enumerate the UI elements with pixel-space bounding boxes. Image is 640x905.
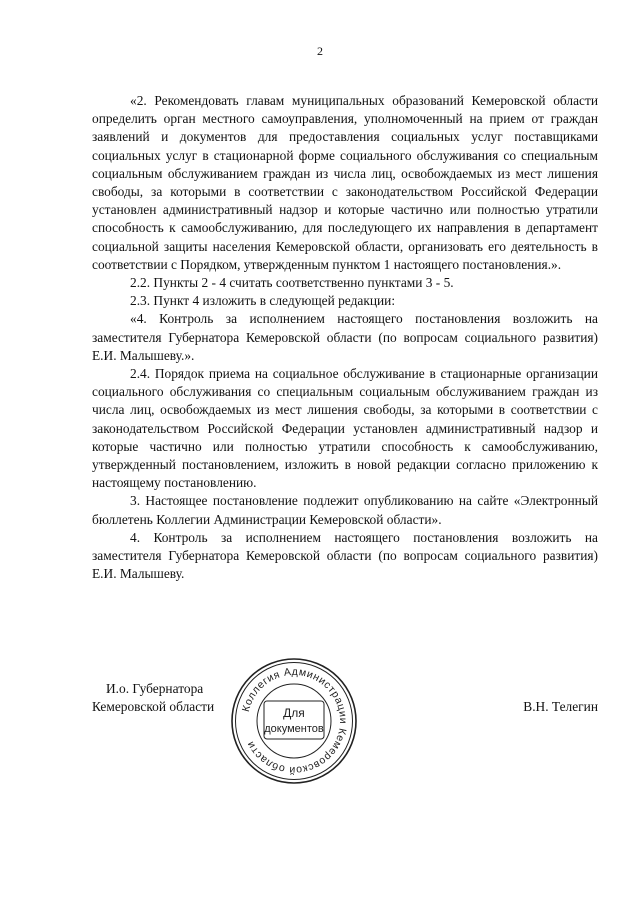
paragraph-2-2: 2.2. Пункты 2 - 4 считать соответственно пунктами 3 - 5. — [130, 275, 454, 291]
stamp-ring-text: Коллегия Администрации Кемеровской области — [239, 665, 350, 777]
paragraph-2-3: 2.3. Пункт 4 изложить в следующей редакции: — [130, 293, 396, 309]
paragraph-2-4: 2.4. Порядок приема на социальное обслуживание в стационарные организации социального обслуживания со специальным социальным обслуживанием граждан из числа лиц, освобождаемых из мест лишения свободы, за которыми в соответствии с законодательством Российской Федерации установлен административный надзор и которые частично или полностью утратили способность к самообслуживанию, утвержденный постановлением, изложить в новой редакции согласно приложению к настоящему постановлению. — [92, 366, 598, 491]
paragraph-point-4-quote: «4. Контроль за исполнением настоящего постановления возложить на заместителя Губернатора Кемеровской области (по вопросам социального развития) Е.И. Малышеву.». — [92, 311, 598, 363]
paragraph-4-control: 4. Контроль за исполнением настоящего постановления возложить на заместителя Губернатора Кемеровской области (по вопросам социального развития) Е.И. Малышеву. — [92, 529, 598, 582]
stamp-center-line1: Для — [283, 706, 305, 720]
page-number: 2 — [317, 44, 323, 58]
signatory-region: Кемеровской области — [92, 699, 215, 714]
paragraph-3-publication: 3. Настоящее постановление подлежит опубликованию на сайте «Электронный бюллетень Коллегии Администрации Кемеровской области». — [92, 493, 598, 527]
document-body — [92, 92, 598, 583]
official-stamp — [228, 655, 360, 787]
signatory-title: И.о. Губернатора — [106, 681, 204, 696]
stamp-center-line2: документов — [264, 723, 324, 735]
signatory-name: В.Н. Телегин — [523, 699, 598, 714]
paragraph-recommendation: «2. Рекомендовать главам муниципальных образований Кемеровской области определить орган местного самоуправления, уполномоченный на прием от граждан заявлений и документов для предоставления социальных услуг поставщиками социальных услуг в стационарной форме социального обслуживания со специальным социальным обслуживанием граждан из числа лиц, освобождаемых из мест лишения свободы, за которыми в соответствии с законодательством Российской Федерации установлен административный надзор и которые частично или полностью утратили способность к самообслуживанию, для последующего их направления в департамент социальной защиты населения Кемеровской области, организовать его деятельность в соответствии с Порядком, утвержденным пунктом 1 настоящего постановления.». — [92, 93, 598, 272]
